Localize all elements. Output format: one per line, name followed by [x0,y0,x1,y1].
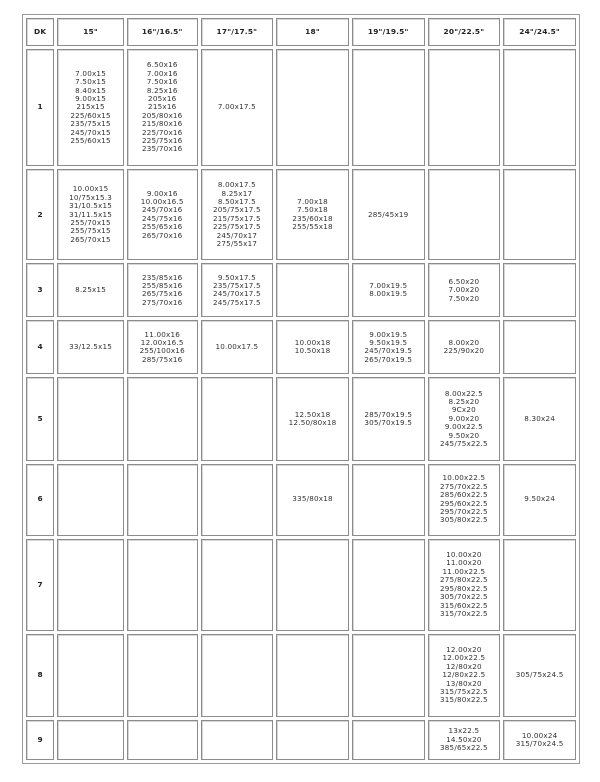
tire-size: 305/70x19.5 [364,417,413,427]
size-cell [352,720,425,760]
size-cell [503,263,576,317]
tire-size: 9.50x17.5 [217,272,256,282]
size-cell [57,377,124,460]
tire-size: 10.50x18 [294,346,331,356]
table-body [26,49,576,760]
size-cell [201,634,274,717]
size-cell [57,169,124,260]
tire-size: 10.00x18 [294,337,331,347]
tire-size: 9.50x19.5 [369,337,408,347]
tire-size: 6.50x16 [146,60,178,70]
tire-size: 225/90x20 [443,346,485,356]
tire-size: 11.00x22.5 [442,566,486,576]
tire-size: 8.50x17.5 [217,196,256,206]
tire-size: 255/60x15 [70,136,111,145]
size-cell [127,539,198,631]
size-cell [127,377,198,460]
size-cell [201,720,274,760]
header-rim-size: 18" [276,18,349,46]
tire-size: 285/60x22.5 [440,490,488,500]
tire-size: 8.25x16 [146,85,178,95]
tire-size: 315/80x22.5 [440,695,488,705]
tire-size: 245/70x16 [141,205,183,215]
size-cell [503,464,576,536]
tire-size: 205/80x16 [141,110,183,120]
tire-size: 6.50x20 [448,276,480,286]
size-cell [428,539,501,631]
size-cell [57,263,124,317]
dk-cell: 8 [26,634,54,717]
tire-size: 245/75x22.5 [440,439,488,448]
table-row [26,49,576,166]
tire-size: 33/12.5x15 [69,342,113,352]
tire-size: 265/70x19.5 [364,354,413,364]
tire-size: 12/80x20 [446,661,482,671]
size-cell [352,464,425,536]
tire-size: 255/65x16 [141,222,183,232]
table-row [26,634,576,717]
tire-size: 265/70x15 [70,234,111,244]
tire-size: 245/75x17.5 [213,297,261,307]
size-cell [352,49,425,166]
size-cell [276,377,349,460]
tire-size: 11.00x16 [144,329,180,339]
size-cell [352,263,425,317]
table-row [26,263,576,317]
tire-size: 245/70x17 [216,230,258,240]
tire-size: 255/75x15 [70,226,111,236]
dk-cell: 1 [26,49,54,166]
dk-cell: 6 [26,464,54,536]
tire-size: 8.00x22.5 [444,388,483,398]
tire-size: 215x16 [148,102,177,112]
tire-size: 12/80x22.5 [442,670,486,680]
size-cell [276,320,349,374]
tire-size: 315/60x22.5 [440,600,488,610]
header-row [26,18,576,46]
tire-size: 335/80x18 [292,494,333,504]
tire-size: 12.00x20 [446,644,482,654]
tire-size: 305/70x22.5 [440,592,488,602]
tire-size: 225/60x15 [70,110,111,120]
tire-size: 12.50/80x18 [288,417,337,427]
size-cell [57,320,124,374]
size-cell [352,377,425,460]
size-cell [127,634,198,717]
size-cell [503,49,576,166]
size-cell [503,539,576,631]
size-cell [352,169,425,260]
header-dk: DK [26,18,54,46]
size-cell [57,539,124,631]
tire-size: 275/55x17 [216,238,258,248]
size-cell [201,464,274,536]
size-cell [57,464,124,536]
tire-size: 305/75x24.5 [515,670,564,680]
tire-size: 8.40x15 [75,85,106,95]
tire-size: 9.00x19.5 [369,329,408,339]
size-cell [276,263,349,317]
table-row [26,169,576,260]
tire-size: 7.00x19.5 [369,280,408,290]
tire-size: 235/75x15 [70,119,111,129]
tire-size: 7.00x18 [297,196,328,206]
tire-size: 255/100x16 [139,346,185,356]
tire-size: 235/85x16 [141,272,183,282]
size-cell [428,49,501,166]
size-cell [201,169,274,260]
size-cell [352,634,425,717]
tire-size: 305/80x22.5 [440,515,488,525]
tire-size: 245/70x15 [70,127,111,137]
size-cell [276,634,349,717]
size-cell [201,49,274,166]
tire-size: 275/70x16 [141,297,183,307]
header-rim-size: 16"/16.5" [127,18,198,46]
tire-size: 10.00x15 [72,184,109,194]
tire-size: 235/75x17.5 [213,280,261,290]
tire-size: 10.00x20 [446,550,482,560]
tire-size: 235/70x16 [141,144,183,154]
size-cell [127,263,198,317]
dk-cell: 5 [26,377,54,460]
tire-size: 8.25x17 [221,188,253,198]
size-cell [57,634,124,717]
size-cell [503,720,576,760]
table-row [26,539,576,631]
tire-size: 315/75x22.5 [440,686,488,696]
tire-size: 7.50x15 [75,77,106,87]
size-cell [276,720,349,760]
dk-cell: 4 [26,320,54,374]
tire-size: 245/75x16 [141,213,183,223]
header-rim-size: 24"/24.5" [503,18,576,46]
size-cell [503,634,576,717]
size-cell [127,320,198,374]
tire-size: 8.25x20 [448,396,480,406]
size-cell [503,377,576,460]
tire-size: 8.00x19.5 [369,289,408,299]
size-cell [201,320,274,374]
tire-size: 255/85x16 [141,280,183,290]
tire-size: 215/80x16 [141,119,183,129]
size-cell [428,320,501,374]
size-cell [428,464,501,536]
header-rim-size: 15" [57,18,124,46]
tire-size: 205/75x17.5 [213,205,261,215]
size-cell [276,49,349,166]
tire-size: 315/70x24.5 [515,738,564,748]
table-row [26,320,576,374]
tire-size: 13x22.5 [448,726,480,736]
tire-size: 205x16 [148,93,177,103]
tire-size: 10.00x16.5 [140,196,184,206]
tire-size: 225/75x17.5 [213,222,261,232]
tire-size: 10.00x22.5 [442,473,486,483]
size-cell [503,169,576,260]
size-cell [428,634,501,717]
size-cell [127,464,198,536]
size-cell [127,720,198,760]
tire-size: 315/70x22.5 [440,608,488,618]
size-cell [276,539,349,631]
tire-size: 285/45x19 [367,209,409,219]
tire-size: 9.00x20 [448,413,480,423]
tire-size: 12.00x22.5 [442,653,486,663]
tire-size: 245/70x17.5 [213,289,261,299]
tire-size: 295/60x22.5 [440,498,488,508]
tire-size: 14.50x20 [446,734,482,744]
tire-size: 7.50x20 [448,293,480,303]
tire-size: 9.00x15 [75,93,106,103]
tire-size: 225/75x16 [141,136,183,145]
dk-cell: 2 [26,169,54,260]
tire-size: 225/70x16 [141,127,183,137]
table-row [26,377,576,460]
size-cell [127,49,198,166]
tire-size: 265/75x16 [141,289,183,299]
tire-size: 275/70x22.5 [440,481,488,491]
tire-size: 12.00x16.5 [140,337,184,347]
tire-size: 12.50x18 [294,409,331,419]
tire-size: 215x15 [76,102,105,112]
size-cell [201,263,274,317]
size-cell [201,377,274,460]
tire-size: 7.00x17.5 [217,102,256,112]
table-row [26,720,576,760]
tire-size: 10.00x24 [521,730,558,740]
size-cell [428,169,501,260]
tire-size: 255/55x18 [292,222,333,232]
tire-size: 295/70x22.5 [440,507,488,516]
size-cell [503,320,576,374]
table-row [26,464,576,536]
tire-size: 11.00x20 [446,558,482,568]
size-cell [57,720,124,760]
size-cell [127,169,198,260]
size-cell [276,464,349,536]
tire-size: 31/11.5x15 [69,209,113,219]
tire-size: 285/70x19.5 [364,409,413,419]
tire-size: 8.00x20 [448,337,480,347]
size-cell [352,320,425,374]
tire-size: 385/65x22.5 [440,743,488,753]
dk-cell: 9 [26,720,54,760]
size-cell [352,539,425,631]
tire-size: 265/70x16 [141,230,183,240]
tire-size: 215/75x17.5 [213,213,261,223]
tire-size: 9.50x20 [448,430,480,440]
size-cell [428,377,501,460]
dk-cell: 3 [26,263,54,317]
tire-size: 7.00x20 [448,285,480,295]
tire-size: 9.00x16 [146,188,178,198]
tire-size: 8.30x24 [524,413,556,423]
tire-size: 295/80x22.5 [440,583,488,593]
tire-size: 245/70x19.5 [364,346,413,356]
tire-size: 9Cx20 [451,405,476,415]
tire-size: 10.00x17.5 [215,342,259,352]
header-rim-size: 20"/22.5" [428,18,501,46]
tire-size: 235/60x18 [292,213,333,223]
tire-size: 13/80x20 [446,678,482,688]
tire-size: 7.50x18 [297,205,328,215]
tire-size: 8.25x15 [75,285,106,295]
header-rim-size: 19"/19.5" [352,18,425,46]
tire-size-table [22,14,580,764]
tire-size: 10/75x15.3 [69,192,113,202]
tire-size: 7.00x15 [75,68,106,78]
tire-size: 9.00x22.5 [444,422,483,432]
tire-size: 7.50x16 [146,77,178,87]
tire-size: 31/10.5x15 [69,201,113,211]
size-cell [428,263,501,317]
tire-size: 275/80x22.5 [440,575,488,585]
tire-size: 9.50x24 [524,494,556,504]
tire-size: 255/70x15 [70,217,111,227]
size-cell [201,539,274,631]
size-cell [57,49,124,166]
size-cell [276,169,349,260]
size-cell [428,720,501,760]
tire-size: 285/75x16 [141,354,183,364]
dk-cell: 7 [26,539,54,631]
tire-size: 8.00x17.5 [217,180,256,190]
tire-size: 7.00x16 [146,68,178,78]
header-rim-size: 17"/17.5" [201,18,274,46]
